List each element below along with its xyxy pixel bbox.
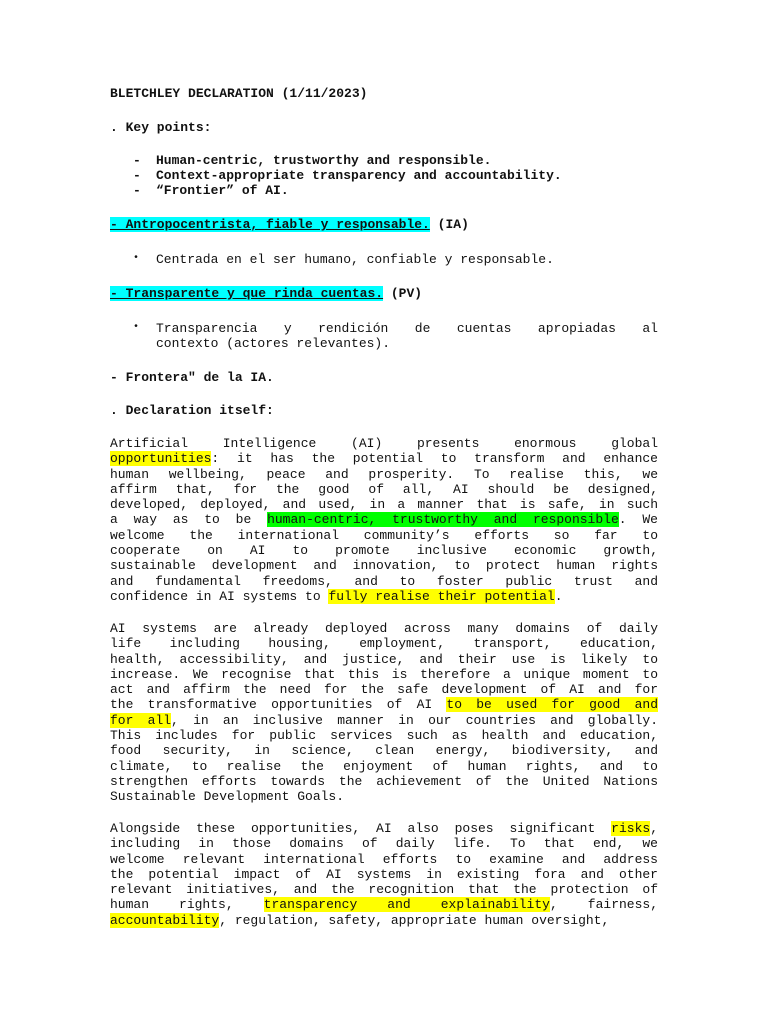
- spanish-point-1: [110, 217, 469, 232]
- text-line: human wellbeing, peace and prosperity. To realise this, we: [110, 466, 658, 482]
- key-point-item: Human-centric, trustworthy and responsible.: [156, 153, 492, 168]
- text-line: human rights, transparency and explainability, fairness,: [110, 897, 659, 913]
- text-line: increase. We recognise that this is therefore a unique moment to: [110, 666, 658, 682]
- highlighted-text: risks: [611, 821, 651, 836]
- text-line: This includes for public services such as health and education,: [110, 728, 658, 744]
- highlighted-text: human-centric, trustworthy and responsible: [267, 512, 619, 528]
- highlighted-text: for all: [110, 712, 172, 728]
- text-line: climate, to realise the enjoyment of human rights, and to: [110, 758, 658, 774]
- text-line: act and affirm the need for the safe development of AI and for: [110, 682, 658, 698]
- text-line: accountability, regulation, safety, appropriate human oversight,: [110, 912, 610, 928]
- declaration-heading: . Declaration itself:: [110, 403, 274, 418]
- spanish-bullet-2: [156, 321, 658, 352]
- text-line: opportunities: it has the potential to transform and enhance: [110, 451, 658, 467]
- text-line: Transparencia y rendición de cuentas apropiadas al: [156, 321, 658, 336]
- paragraph-3: [110, 821, 658, 928]
- key-point-item: Context-appropriate transparency and accountability.: [156, 168, 562, 183]
- highlighted-text: opportunities: [110, 451, 212, 467]
- text-line: developed, deployed, and used, in a manner that is safe, in such: [110, 497, 658, 513]
- text-line: health, accessibility, and justice, and their use is likely to: [110, 651, 658, 667]
- text-line: for all, in an inclusive manner in our countries and globally.: [110, 712, 658, 728]
- highlighted-text: accountability: [110, 912, 220, 928]
- text-line: Alongside these opportunities, AI also poses significant risks,: [110, 821, 658, 836]
- text-line: contexto (actores relevantes).: [156, 336, 391, 352]
- spanish-tag: (PV): [383, 286, 423, 301]
- highlighted-text: to be used for good and: [446, 697, 658, 713]
- text-line: strengthen efforts towards the achievement of the United Nations: [110, 773, 658, 789]
- text-line: Artificial Intelligence (AI) presents enormous global: [110, 436, 658, 451]
- text-line: confidence in AI systems to fully realise their potential.: [110, 588, 563, 604]
- text-line: welcome the international community’s efforts so far to: [110, 527, 658, 543]
- text-line: affirm that, for the good of all, AI should be designed,: [110, 481, 658, 497]
- text-line: the transformative opportunities of AI to be used for good and: [110, 697, 658, 713]
- spanish-bullet-1: Centrada en el ser humano, confiable y responsable.: [156, 252, 554, 267]
- highlighted-text: fully realise their potential: [328, 588, 555, 604]
- spanish-point-3: - Frontera" de la IA.: [110, 370, 274, 385]
- text-line: relevant initiatives, and the recognition that the protection of: [110, 882, 658, 898]
- paragraph-2: [110, 621, 658, 805]
- spanish-tag: (IA): [429, 217, 469, 232]
- dash-marker: -: [133, 168, 141, 183]
- text-line: food security, in science, clean energy, biodiversity, and: [110, 743, 658, 759]
- dash-marker: -: [133, 153, 141, 168]
- highlighted-text: - Antropocentrista, fiable y responsable.: [110, 217, 430, 232]
- highlighted-text: - Transparente y que rinda cuentas.: [110, 286, 384, 301]
- text-line: the potential impact of AI systems in existing fora and other: [110, 866, 658, 882]
- text-line: sustainable development and innovation, to protect human rights: [110, 558, 658, 574]
- paragraph-1: [110, 436, 658, 604]
- bullet-marker: •: [133, 253, 140, 264]
- text-line: including in those domains of daily life. To that end, we: [110, 836, 658, 852]
- text-line: Sustainable Development Goals.: [110, 789, 345, 805]
- dash-marker: -: [133, 183, 141, 198]
- bullet-marker: •: [133, 322, 140, 333]
- text-line: and fundamental freedoms, and to foster public trust and: [110, 573, 658, 589]
- text-line: welcome relevant international efforts to examine and address: [110, 851, 658, 867]
- key-point-item: “Frontier” of AI.: [156, 183, 289, 198]
- key-points-heading: . Key points:: [110, 120, 212, 135]
- spanish-point-2: [110, 286, 422, 301]
- text-line: a way as to be human-centric, trustworthy and responsible. We: [110, 512, 658, 528]
- highlighted-text: transparency and explainability: [263, 897, 550, 913]
- text-line: cooperate on AI to promote inclusive economic growth,: [110, 543, 658, 559]
- text-line: AI systems are already deployed across many domains of daily: [110, 621, 658, 636]
- text-line: life including housing, employment, transport, education,: [110, 636, 658, 652]
- document-title: BLETCHLEY DECLARATION (1/11/2023): [110, 86, 368, 101]
